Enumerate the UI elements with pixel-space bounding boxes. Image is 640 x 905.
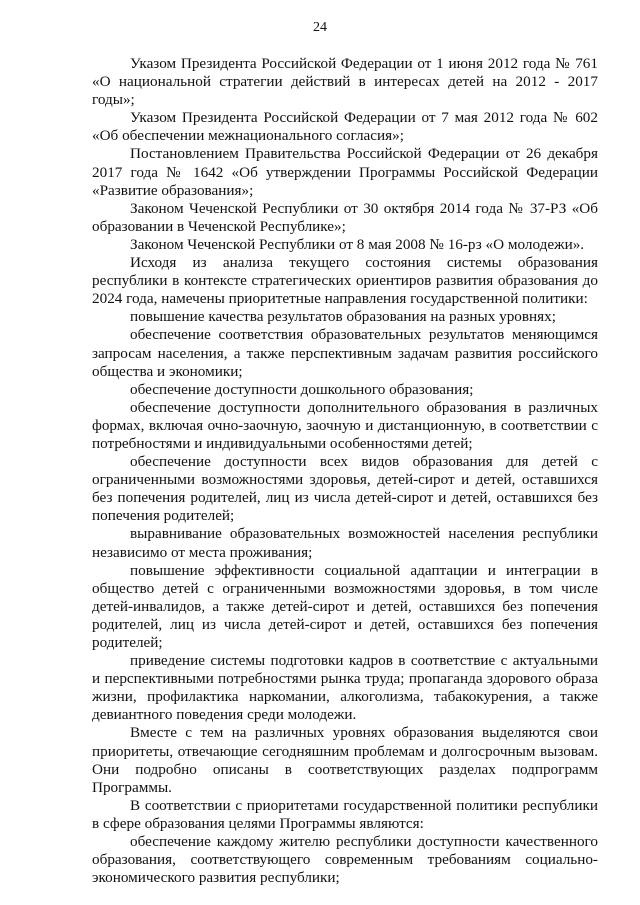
paragraph: Постановлением Правительства Российской Федерации от 26 декабря 2017 года № 1642 «Об утверждении Программы Российской Федерации «Развитие образования»; — [92, 145, 598, 199]
paragraph: Указом Президента Российской Федерации от 1 июня 2012 года № 761 «О национальной стратегии действий в интересах детей на 2012 - 2017 годы»; — [92, 55, 598, 109]
page-number: 24 — [313, 20, 327, 35]
document-body — [92, 55, 598, 887]
list-item: обеспечение доступности всех видов образования для детей с ограниченными возможностями здоровья, детей-сирот и детей, оставшихся без попечения родителей, лиц из числа детей-сирот и детей, оставшихся без попечения родителей; — [92, 453, 598, 525]
list-item: обеспечение доступности дополнительного образования в различных формах, включая очно-заочную, заочную и дистанционную, в соответствии с потребностями и индивидуальными особенностями детей; — [92, 398, 598, 452]
list-item: приведение системы подготовки кадров в соответствие с актуальными и перспективными потребностями рынка труда; пропаганда здорового образа жизни, профилактика наркомании, алкоголизма, табакокурения, а также девиантного поведения среди молодежи. — [92, 652, 598, 724]
list-item: обеспечение доступности дошкольного образования; — [130, 380, 474, 398]
paragraph: В соответствии с приоритетами государственной политики республики в сфере образования целями Программы являются: — [92, 796, 598, 832]
paragraph: Законом Чеченской Республики от 8 мая 2008 № 16-рз «О молодежи». — [130, 235, 585, 253]
paragraph: Законом Чеченской Республики от 30 октября 2014 года № 37-РЗ «Об образовании в Чеченской Республике»; — [92, 199, 598, 235]
paragraph: Указом Президента Российской Федерации от 7 мая 2012 года № 602 «Об обеспечении межнационального согласия»; — [92, 109, 598, 145]
list-item: выравнивание образовательных возможностей населения республики независимо от места проживания; — [92, 525, 598, 561]
paragraph: Вместе с тем на различных уровнях образования выделяются свои приоритеты, отвечающие сегодняшним проблемам и долгосрочным вызовам. Они подробно описаны в соответствующих разделах подпрограмм Программы. — [92, 724, 598, 796]
paragraph: Исходя из анализа текущего состояния системы образования республики в контексте стратегических ориентиров развития образования до 2024 года, намечены приоритетные направления государственной политики: — [92, 254, 598, 308]
list-item: повышение качества результатов образования на разных уровнях; — [130, 308, 556, 326]
list-item: повышение эффективности социальной адаптации и интеграции в общество детей с ограниченными возможностями здоровья, в том числе детей-инвалидов, а также детей-сирот и детей, оставшихся без попечения родителей, лиц из числа детей-сирот и детей, оставшихся без попечения родителей; — [92, 561, 598, 651]
list-item: обеспечение каждому жителю республики доступности качественного образования, соответствующего современным требованиям социально-экономического развития республики; — [92, 833, 598, 887]
list-item: обеспечение соответствия образовательных результатов меняющимся запросам населения, а также перспективным задачам развития российского общества и экономики; — [92, 326, 598, 380]
